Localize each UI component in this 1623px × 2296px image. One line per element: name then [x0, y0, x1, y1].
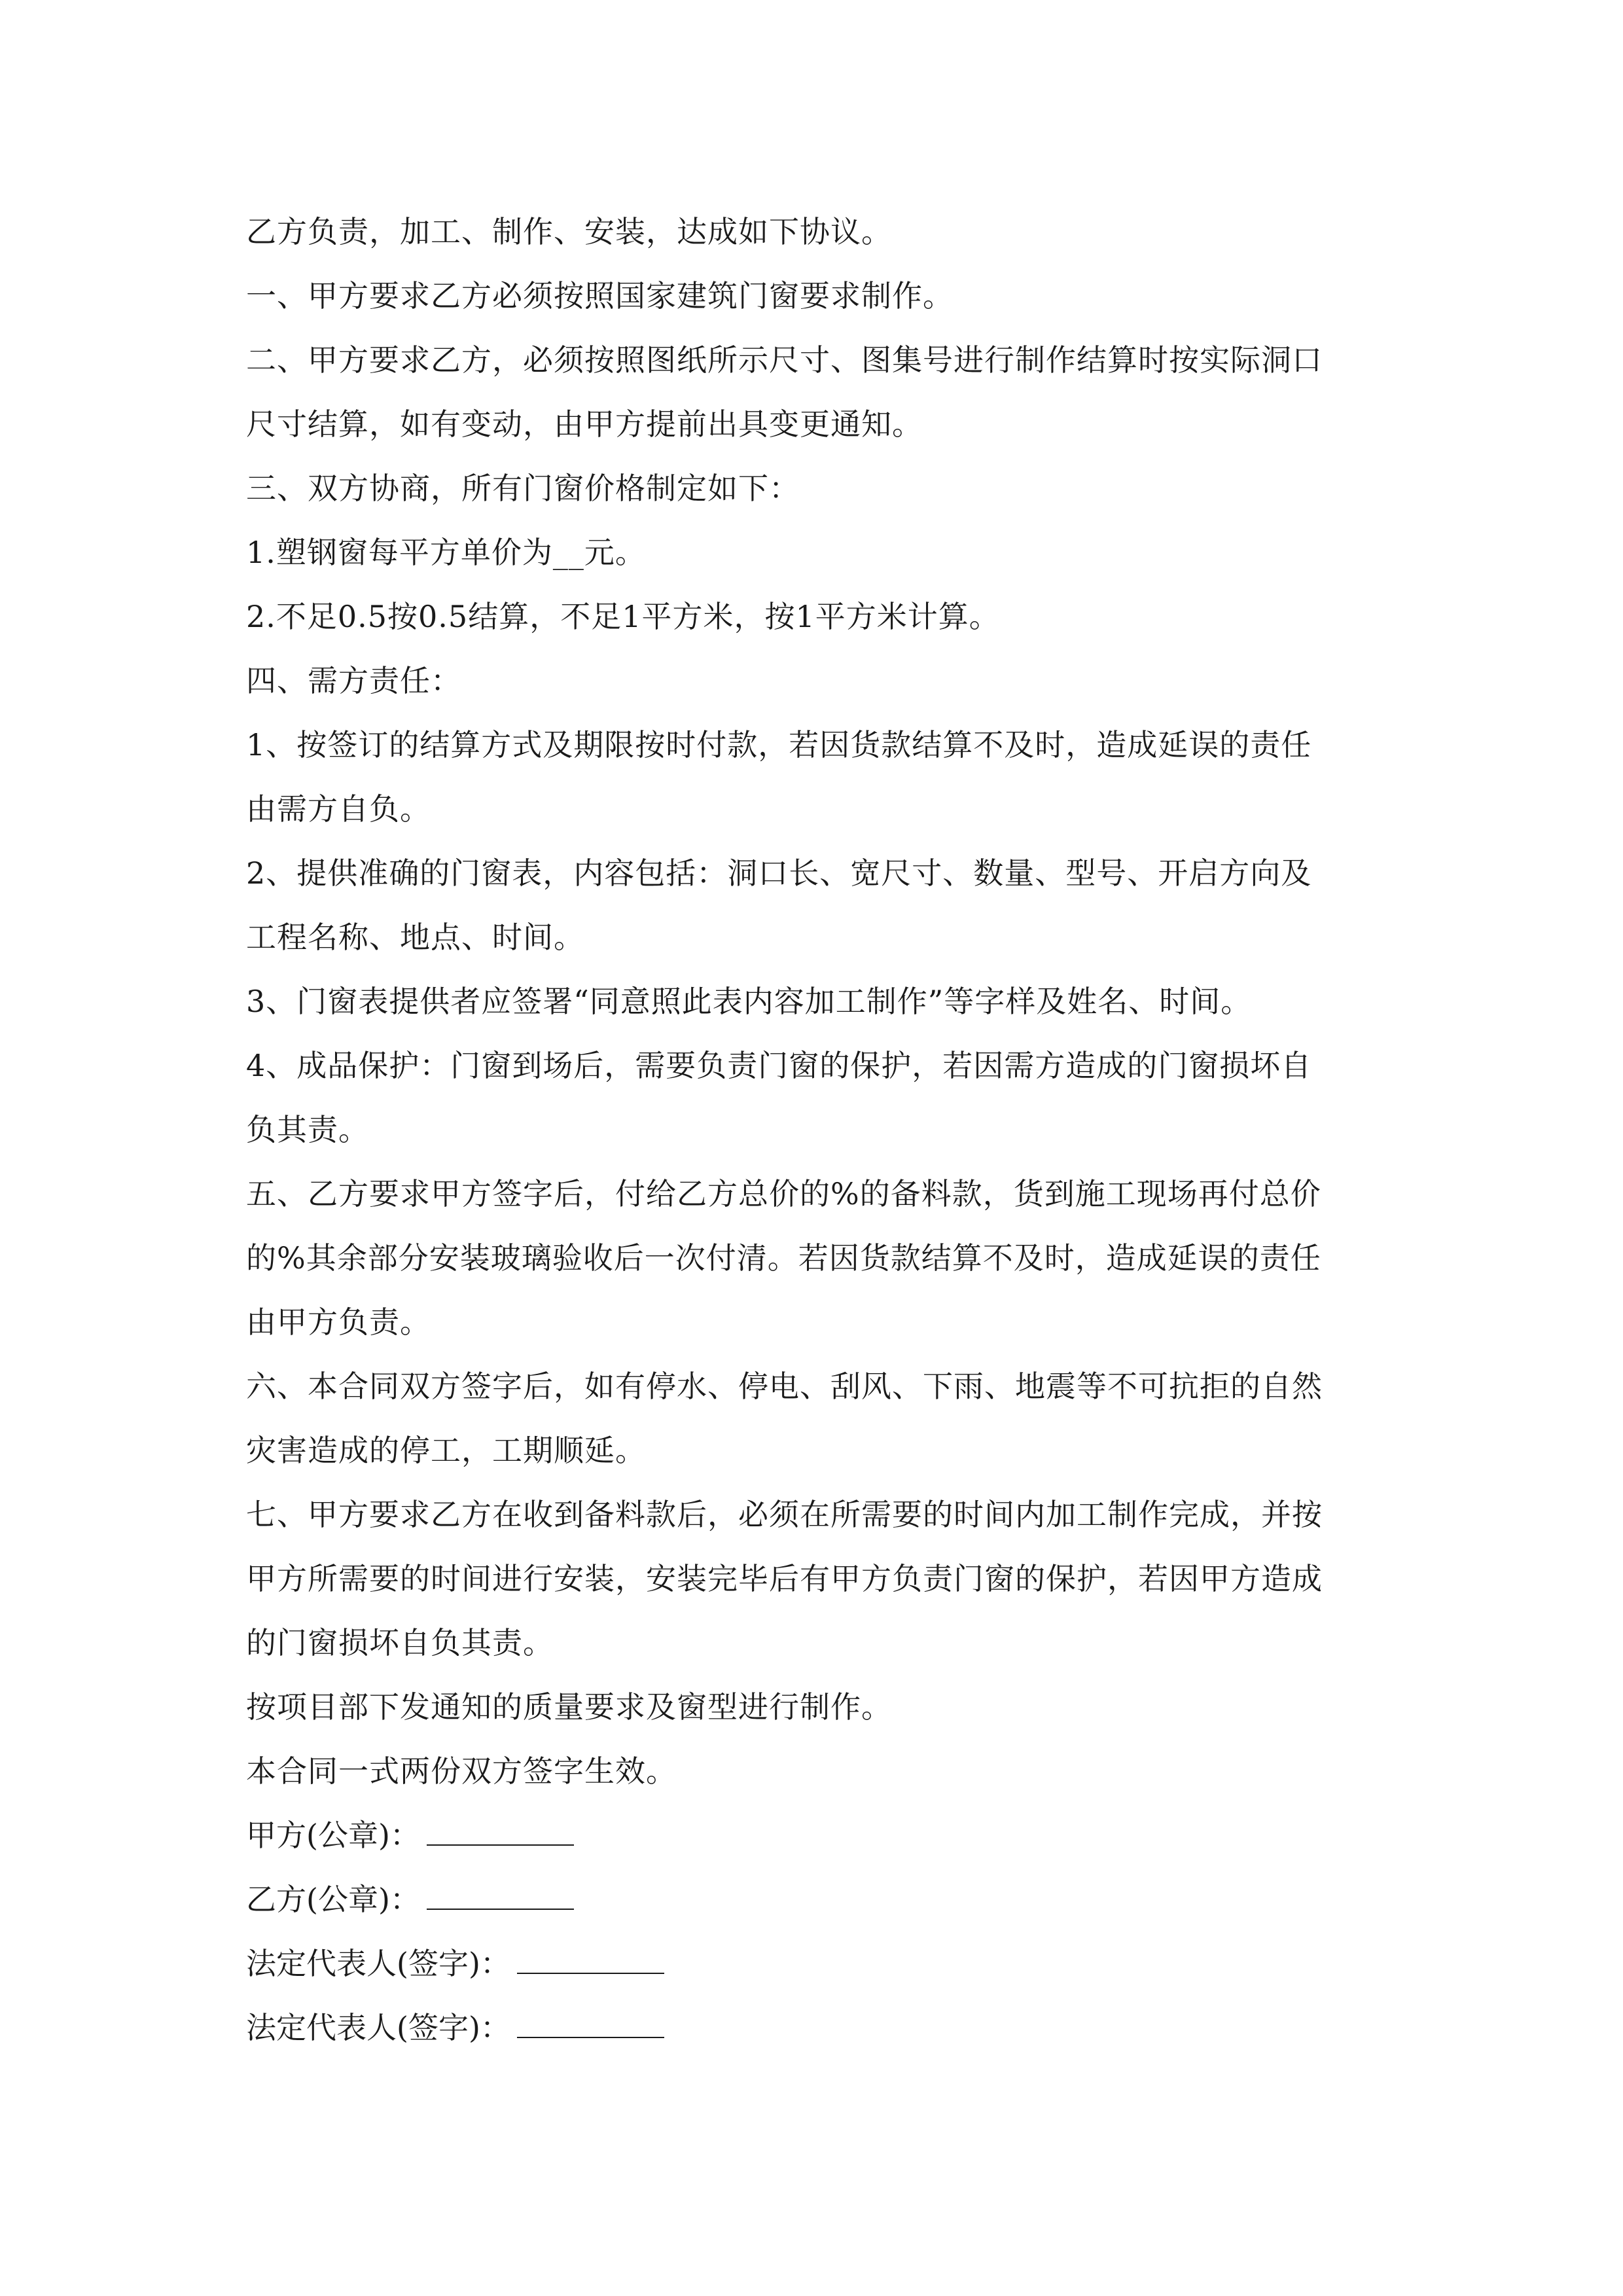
clause-4-item-4-cont: 负其责。	[246, 1112, 369, 1147]
clause-4-item-2-cont: 工程名称、地点、时间。	[246, 920, 584, 955]
effect-note: 本合同一式两份双方签字生效。	[246, 1753, 677, 1789]
legal-rep-1-signature-blank[interactable]	[517, 1946, 664, 1974]
clause-7: 七、甲方要求乙方在收到备料款后，必须在所需要的时间内加工制作完成，并按	[246, 1497, 1323, 1532]
clause-6-cont: 灾害造成的停工，工期顺延。	[246, 1433, 646, 1468]
legal-rep-1-label: 法定代表人(签字)：	[246, 1946, 510, 1981]
clause-4-item-2: 2、提供准确的门窗表，内容包括：洞口长、宽尺寸、数量、型号、开启方向及	[246, 855, 1312, 891]
clause-5-cont-2: 由甲方负责。	[246, 1304, 431, 1340]
clause-5-cont-1: 的%其余部分安装玻璃验收后一次付清。若因货款结算不及时，造成延误的责任	[246, 1240, 1321, 1276]
clause-3: 三、双方协商，所有门窗价格制定如下：	[246, 471, 800, 506]
party-a-signature-blank[interactable]	[427, 1818, 574, 1846]
party-b-label: 乙方(公章)：	[246, 1882, 420, 1917]
clause-6: 六、本合同双方签字后，如有停水、停电、刮风、下雨、地震等不可抗拒的自然	[246, 1369, 1323, 1404]
clause-4-item-4: 4、成品保护：门窗到场后，需要负责门窗的保护，若因需方造成的门窗损坏自	[246, 1048, 1312, 1083]
party-b-signature-blank[interactable]	[427, 1882, 574, 1910]
clause-4-item-1-cont: 由需方自负。	[246, 791, 431, 827]
legal-rep-2-signature-row	[246, 1996, 1378, 2060]
clause-3-item-2: 2.不足0.5按0.5结算，不足1平方米，按1平方米计算。	[246, 599, 1000, 634]
document-body	[246, 200, 1378, 2060]
legal-rep-1-signature-row	[246, 1931, 1378, 1996]
clause-2-cont: 尺寸结算，如有变动，由甲方提前出具变更通知。	[246, 406, 923, 442]
clause-3-item-1: 1.塑钢窗每平方单价为__元。	[246, 535, 646, 570]
clause-7-cont-1: 甲方所需要的时间进行安装，安装完毕后有甲方负责门窗的保护，若因甲方造成	[246, 1561, 1323, 1596]
legal-rep-2-signature-blank[interactable]	[517, 2011, 664, 2038]
legal-rep-2-label: 法定代表人(签字)：	[246, 2010, 510, 2045]
clause-4: 四、需方责任：	[246, 663, 461, 698]
clause-7-cont-2: 的门窗损坏自负其责。	[246, 1625, 554, 1660]
clause-4-item-1: 1、按签订的结算方式及期限按时付款，若因货款结算不及时，造成延误的责任	[246, 727, 1312, 762]
text-line: 乙方负责，加工、制作、安装，达成如下协议。	[246, 214, 892, 249]
party-a-signature-row	[246, 1803, 1378, 1867]
party-b-signature-row	[246, 1867, 1378, 1931]
party-a-label: 甲方(公章)：	[246, 1818, 420, 1853]
clause-2: 二、甲方要求乙方，必须按照图纸所示尺寸、图集号进行制作结算时按实际洞口	[246, 342, 1323, 378]
clause-4-item-3: 3、门窗表提供者应签署“同意照此表内容加工制作”等字样及姓名、时间。	[246, 984, 1252, 1019]
clause-1: 一、甲方要求乙方必须按照国家建筑门窗要求制作。	[246, 278, 954, 314]
quality-note: 按项目部下发通知的质量要求及窗型进行制作。	[246, 1689, 892, 1725]
clause-5: 五、乙方要求甲方签字后，付给乙方总价的%的备料款，货到施工现场再付总价	[246, 1176, 1321, 1211]
